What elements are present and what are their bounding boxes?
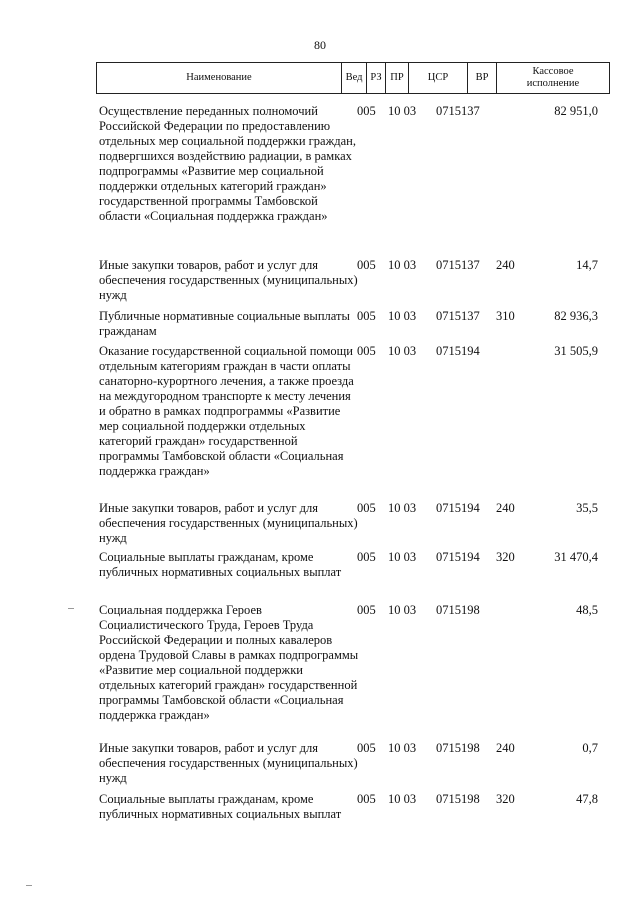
row-name: Иные закупки товаров, работ и услуг для обеспечения государственных (муниципальных) нужд (99, 741, 358, 785)
row-rzpr: 10 03 (388, 344, 417, 358)
row-ved: 005 (357, 258, 376, 272)
header-amount (497, 63, 610, 94)
header-amount-line1: Кассовое (532, 66, 574, 77)
header-amount-line2: исполнение (526, 78, 580, 89)
row-ved: 005 (357, 550, 376, 564)
row-csr: 0715137 (436, 309, 480, 323)
row-rzpr: 10 03 (388, 258, 417, 272)
table-row (0, 344, 640, 501)
row-vr: 240 (496, 501, 515, 515)
row-vr: 310 (496, 309, 515, 323)
table-row (0, 550, 640, 603)
table-row (0, 309, 640, 344)
row-name: Социальные выплаты гражданам, кроме публичных нормативных социальных выплат (99, 792, 342, 821)
row-ved: 005 (357, 792, 376, 806)
table-row (0, 501, 640, 550)
header-ved: Вед (342, 63, 367, 94)
row-name: Социальные выплаты гражданам, кроме публичных нормативных социальных выплат (99, 550, 342, 579)
row-ved: 005 (357, 104, 376, 118)
header-vr: ВР (468, 63, 497, 94)
row-name: Иные закупки товаров, работ и услуг для обеспечения государственных (муниципальных) нужд (99, 501, 358, 545)
header-csr: ЦСР (409, 63, 468, 94)
row-csr: 0715198 (436, 792, 480, 806)
header-pr: ПР (386, 63, 409, 94)
row-name: Осуществление переданных полномочий Российской Федерации по предоставлению отдельных мер социальной поддержки граждан, подвергшихся воздействию радиации, в рамках подпрограммы «Развитие мер социальной поддержки отдельных категорий граждан» государственной программы Тамбовской области «Социальная поддержка граждан» (99, 104, 356, 223)
row-amount: 31 470,4 (554, 550, 598, 564)
table-row (0, 104, 640, 258)
row-rzpr: 10 03 (388, 550, 417, 564)
row-amount: 0,7 (582, 741, 598, 755)
row-rzpr: 10 03 (388, 501, 417, 515)
row-rzpr: 10 03 (388, 792, 417, 806)
row-name: Иные закупки товаров, работ и услуг для обеспечения государственных (муниципальных) нужд (99, 258, 358, 302)
row-csr: 0715137 (436, 258, 480, 272)
header-rz: РЗ (367, 63, 386, 94)
row-name: Социальная поддержка Героев Социалистического Труда, Героев Труда Российской Федерации и полных кавалеров ордена Трудовой Славы в рамках подпрограммы «Развитие мер социальной поддержки отдельных категорий граждан» государственной программы Тамбовской области «Социальная поддержка граждан» (99, 603, 359, 722)
row-amount: 82 936,3 (554, 309, 598, 323)
row-amount: 14,7 (576, 258, 598, 272)
row-csr: 0715194 (436, 501, 480, 515)
row-csr: 0715198 (436, 741, 480, 755)
row-amount: 31 505,9 (554, 344, 598, 358)
row-csr: 0715194 (436, 344, 480, 358)
row-amount: 82 951,0 (554, 104, 598, 118)
row-csr: 0715137 (436, 104, 480, 118)
row-vr: 320 (496, 792, 515, 806)
row-name: Публичные нормативные социальные выплаты гражданам (99, 309, 350, 338)
row-vr: 320 (496, 550, 515, 564)
scan-mark (68, 608, 74, 609)
row-ved: 005 (357, 501, 376, 515)
row-amount: 47,8 (576, 792, 598, 806)
row-ved: 005 (357, 603, 376, 617)
table-body (0, 104, 640, 842)
scan-mark (26, 885, 32, 886)
page-number: 80 (314, 38, 326, 52)
row-vr: 240 (496, 741, 515, 755)
table-row (0, 792, 640, 842)
row-rzpr: 10 03 (388, 104, 417, 118)
header-name: Наименование (97, 63, 342, 94)
row-ved: 005 (357, 741, 376, 755)
table-row (0, 258, 640, 309)
row-rzpr: 10 03 (388, 741, 417, 755)
row-amount: 35,5 (576, 501, 598, 515)
row-rzpr: 10 03 (388, 309, 417, 323)
row-csr: 0715194 (436, 550, 480, 564)
table-header (96, 62, 610, 94)
row-rzpr: 10 03 (388, 603, 417, 617)
row-ved: 005 (357, 344, 376, 358)
row-ved: 005 (357, 309, 376, 323)
row-csr: 0715198 (436, 603, 480, 617)
row-amount: 48,5 (576, 603, 598, 617)
table-row (0, 603, 640, 741)
row-vr: 240 (496, 258, 515, 272)
table-row (0, 741, 640, 792)
row-name: Оказание государственной социальной помощи отдельным категориям граждан в части оплаты санаторно-курортного лечения, а также проезда на междугородном транспорте к месту лечения и обратно в рамках подпрограммы «Развитие мер социальной поддержки отдельных категорий граждан» государственной программы Тамбовской области «Социальная поддержка граждан» (99, 344, 354, 478)
